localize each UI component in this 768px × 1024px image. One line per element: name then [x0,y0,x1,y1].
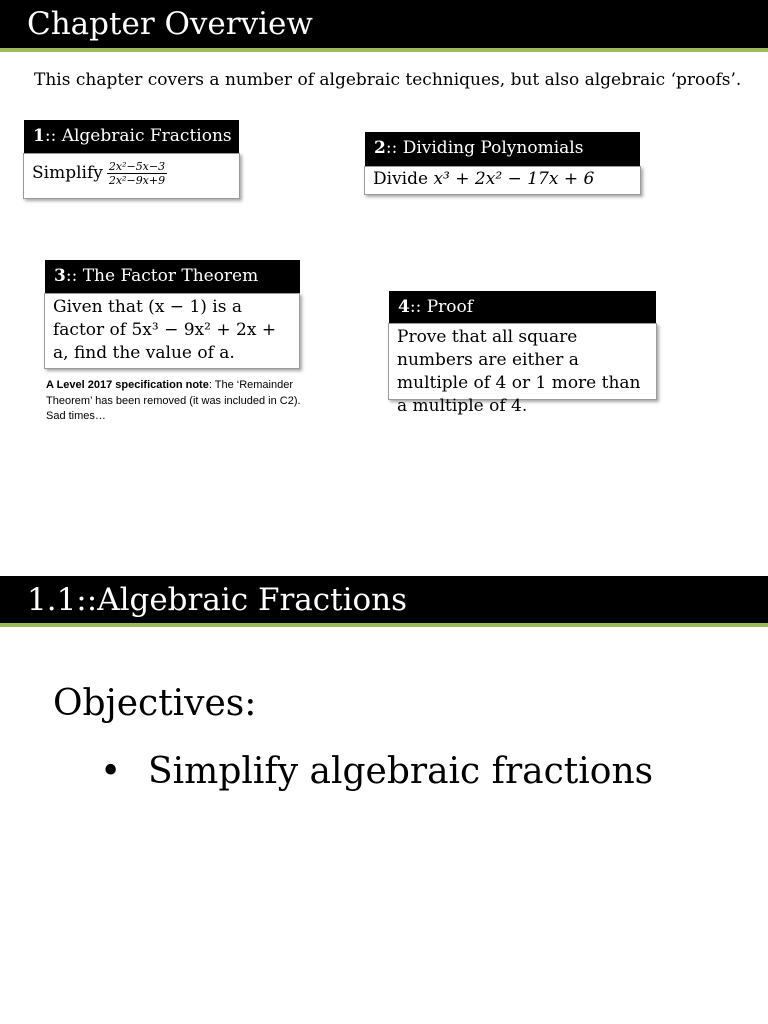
card-1-text: Simplify [32,163,103,183]
card-2-heading: :: Dividing Polynomials [385,138,584,158]
intro-text: This chapter covers a number of algebraic techniques, but also algebraic ‘proofs’. [34,70,742,90]
card-4-heading: :: Proof [409,297,474,317]
card-2-body [364,166,641,195]
fraction-denominator: 2x²−9x+9 [108,174,166,187]
objective-bullet [100,748,653,796]
slide-title: Chapter Overview [27,6,313,42]
slide-title: 1.1::Algebraic Fractions [27,582,408,618]
card-1-body [23,153,240,199]
fraction [107,160,167,187]
objectives-heading: Objectives: [53,683,257,724]
card-1-number: 1 [33,126,45,146]
title-bar [0,0,768,52]
card-4-text: Prove that all square numbers are either a multiple of 4 or 1 more than a multiple of 4. [397,327,641,416]
card-1-header [24,120,239,153]
card-1-heading: :: Algebraic Fractions [44,126,232,146]
card-3-heading: :: The Factor Theorem [65,266,259,286]
slide-algebraic-fractions [0,576,768,1024]
note-text: : The ‘Remainder Theorem’ has been removed (it was included in C2). Sad times… [46,379,301,422]
title-bar [0,576,768,627]
fraction-numerator: 2x²−5x−3 [108,160,166,173]
card-4-header [389,291,656,323]
card-2-header [365,132,640,166]
specification-note [46,378,316,425]
bullet-symbol: • [100,751,122,792]
card-3-body [44,293,300,369]
note-bold: A Level 2017 specification note [46,379,209,391]
objective-text: Simplify algebraic fractions [148,751,654,792]
card-4-body [388,323,657,416]
card-2-text: Divide [373,169,434,189]
card-3-header [45,260,300,293]
card-2-math: x³ + 2x² − 17x + 6 [433,169,595,189]
card-3-text: Given that (x − 1) is a factor of 5x³ − 9x² + 2x + a, find the value of a. [53,297,277,363]
card-4-number: 4 [398,297,410,317]
card-2-number: 2 [374,138,386,158]
card-3-number: 3 [54,266,66,286]
